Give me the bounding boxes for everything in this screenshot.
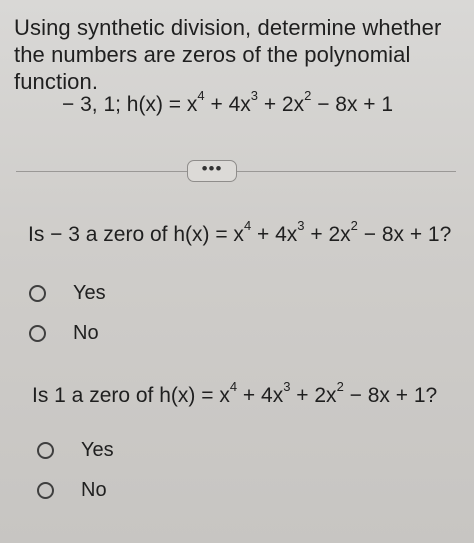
equation-term-2x: + 2x	[258, 93, 305, 116]
part2-exponent-4: 4	[229, 379, 238, 394]
part1-exponent-3: 3	[297, 218, 305, 233]
option-label: No	[73, 322, 99, 344]
part1-question	[28, 218, 452, 248]
expand-more-button[interactable]: •••	[187, 160, 237, 182]
part1-term-2x: + 2x	[304, 223, 351, 246]
radio-circle-icon[interactable]	[29, 285, 46, 302]
equation-tail: − 8x + 1	[311, 93, 394, 116]
part1-option-no[interactable]	[29, 321, 99, 345]
part1-option-yes[interactable]	[29, 281, 106, 305]
exponent-3: 3	[250, 88, 258, 103]
radio-circle-icon[interactable]	[29, 325, 46, 342]
part1-tail: − 8x + 1?	[357, 223, 452, 246]
option-label: No	[81, 479, 107, 501]
exponent-4: 4	[197, 88, 205, 103]
part2-term-2x: + 2x	[290, 384, 337, 407]
question-prompt: Using synthetic division, determine whether the numbers are zeros of the polynomial function.	[14, 15, 442, 94]
part2-exponent-3: 3	[283, 379, 291, 394]
part1-exponent-2: 2	[350, 218, 358, 233]
part1-lead: Is − 3 a zero of h(x) = x	[28, 223, 244, 246]
option-label: Yes	[81, 439, 114, 461]
part2-tail: − 8x + 1?	[343, 384, 438, 407]
radio-circle-icon[interactable]	[37, 482, 54, 499]
part2-exponent-2: 2	[336, 379, 344, 394]
part1-exponent-4: 4	[243, 218, 252, 233]
option-label: Yes	[73, 282, 106, 304]
part2-lead: Is 1 a zero of h(x) = x	[32, 384, 230, 407]
part1-term-4x: + 4x	[251, 223, 298, 246]
part2-option-no[interactable]	[37, 478, 107, 502]
part2-question	[32, 379, 438, 409]
radio-circle-icon[interactable]	[37, 442, 54, 459]
part2-term-4x: + 4x	[237, 384, 284, 407]
polynomial-equation	[62, 88, 394, 118]
equation-lead: − 3, 1; h(x) = x	[62, 93, 198, 116]
equation-term-4x: + 4x	[204, 93, 251, 116]
part2-option-yes[interactable]	[37, 438, 114, 462]
exponent-2: 2	[304, 88, 312, 103]
